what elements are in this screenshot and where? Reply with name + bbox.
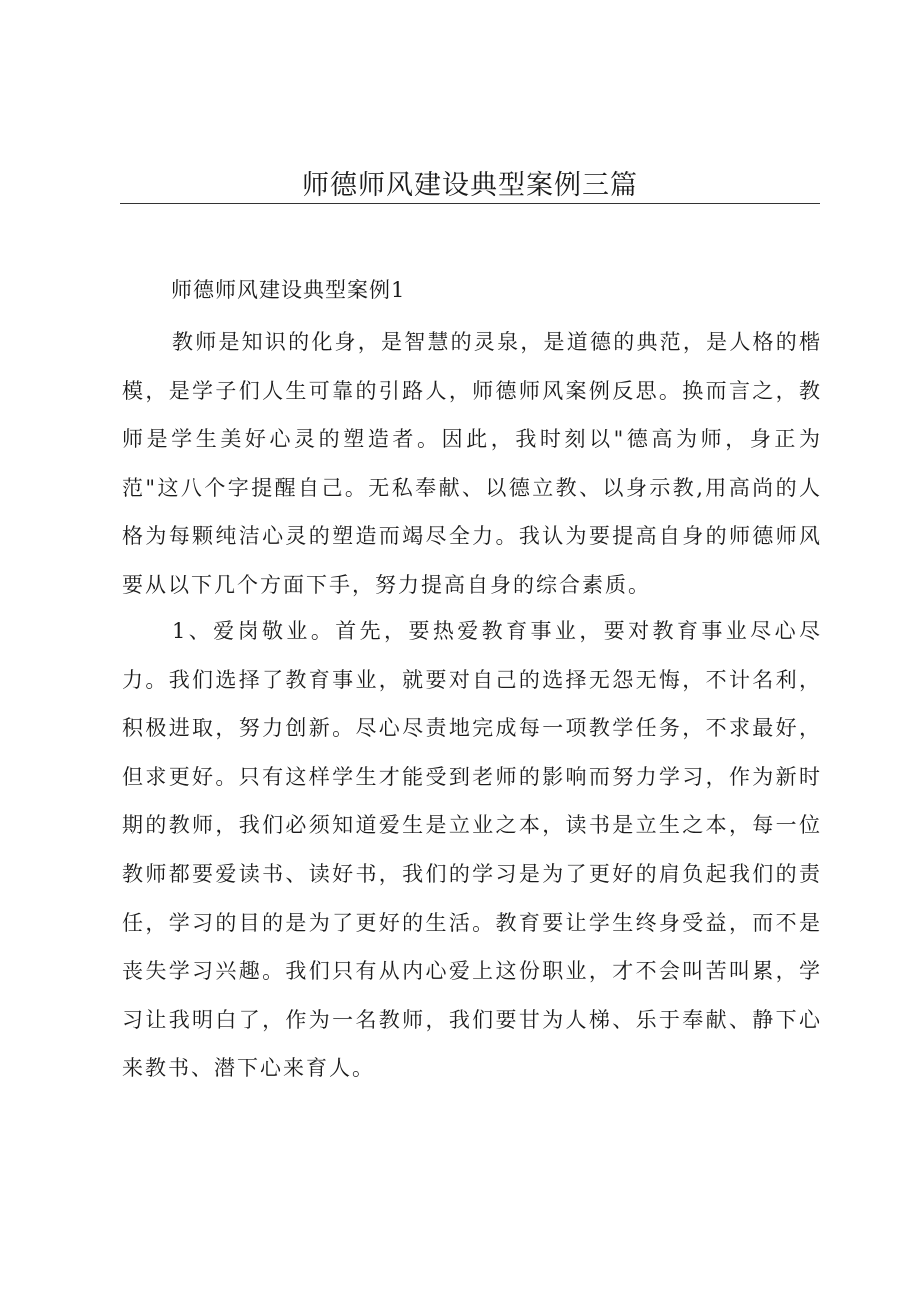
section-heading: 师德师风建设典型案例1 bbox=[171, 278, 406, 302]
title-underline bbox=[120, 203, 820, 204]
document-title: 师德师风建设典型案例三篇 bbox=[302, 170, 638, 201]
body-paragraph-2: 1、爱岗敬业。首先，要热爱教育事业，要对教育事业尽心尽力。我们选择了教育事业，就要对自己的选择无怨无悔，不计名利，积极进取，努力创新。尽心尽责地完成每一项教学任务，不求最好，但求更好。只有这样学生才能受到老师的影响而努力学习，作为新时期的教师，我们必须知道爱生是立业之本，读书是立生之本，每一位教师都要爱读书、读好书，我们的学习是为了更好的肩负起我们的责任，学习的目的是为了更好的生活。教育要让学生终身受益，而不是丧失学习兴趣。我们只有从内心爱上这份职业，才不会叫苦叫累，学习让我明白了，作为一名教师，我们要甘为人梯、乐于奉献、静下心来教书、潜下心来育人。 bbox=[122, 619, 822, 1081]
body-paragraph-1: 教师是知识的化身，是智慧的灵泉，是道德的典范，是人格的楷模，是学子们人生可靠的引路人，师德师风案例反思。换而言之，教师是学生美好心灵的塑造者。因此，我时刻以"德高为师，身正为范"这八个字提醒自己。无私奉献、以德立教、以身示教,用高尚的人格为每颗纯洁心灵的塑造而竭尽全力。我认为要提高自身的师德师风要从以下几个方面下手，努力提高自身的综合素质。 bbox=[122, 330, 822, 597]
